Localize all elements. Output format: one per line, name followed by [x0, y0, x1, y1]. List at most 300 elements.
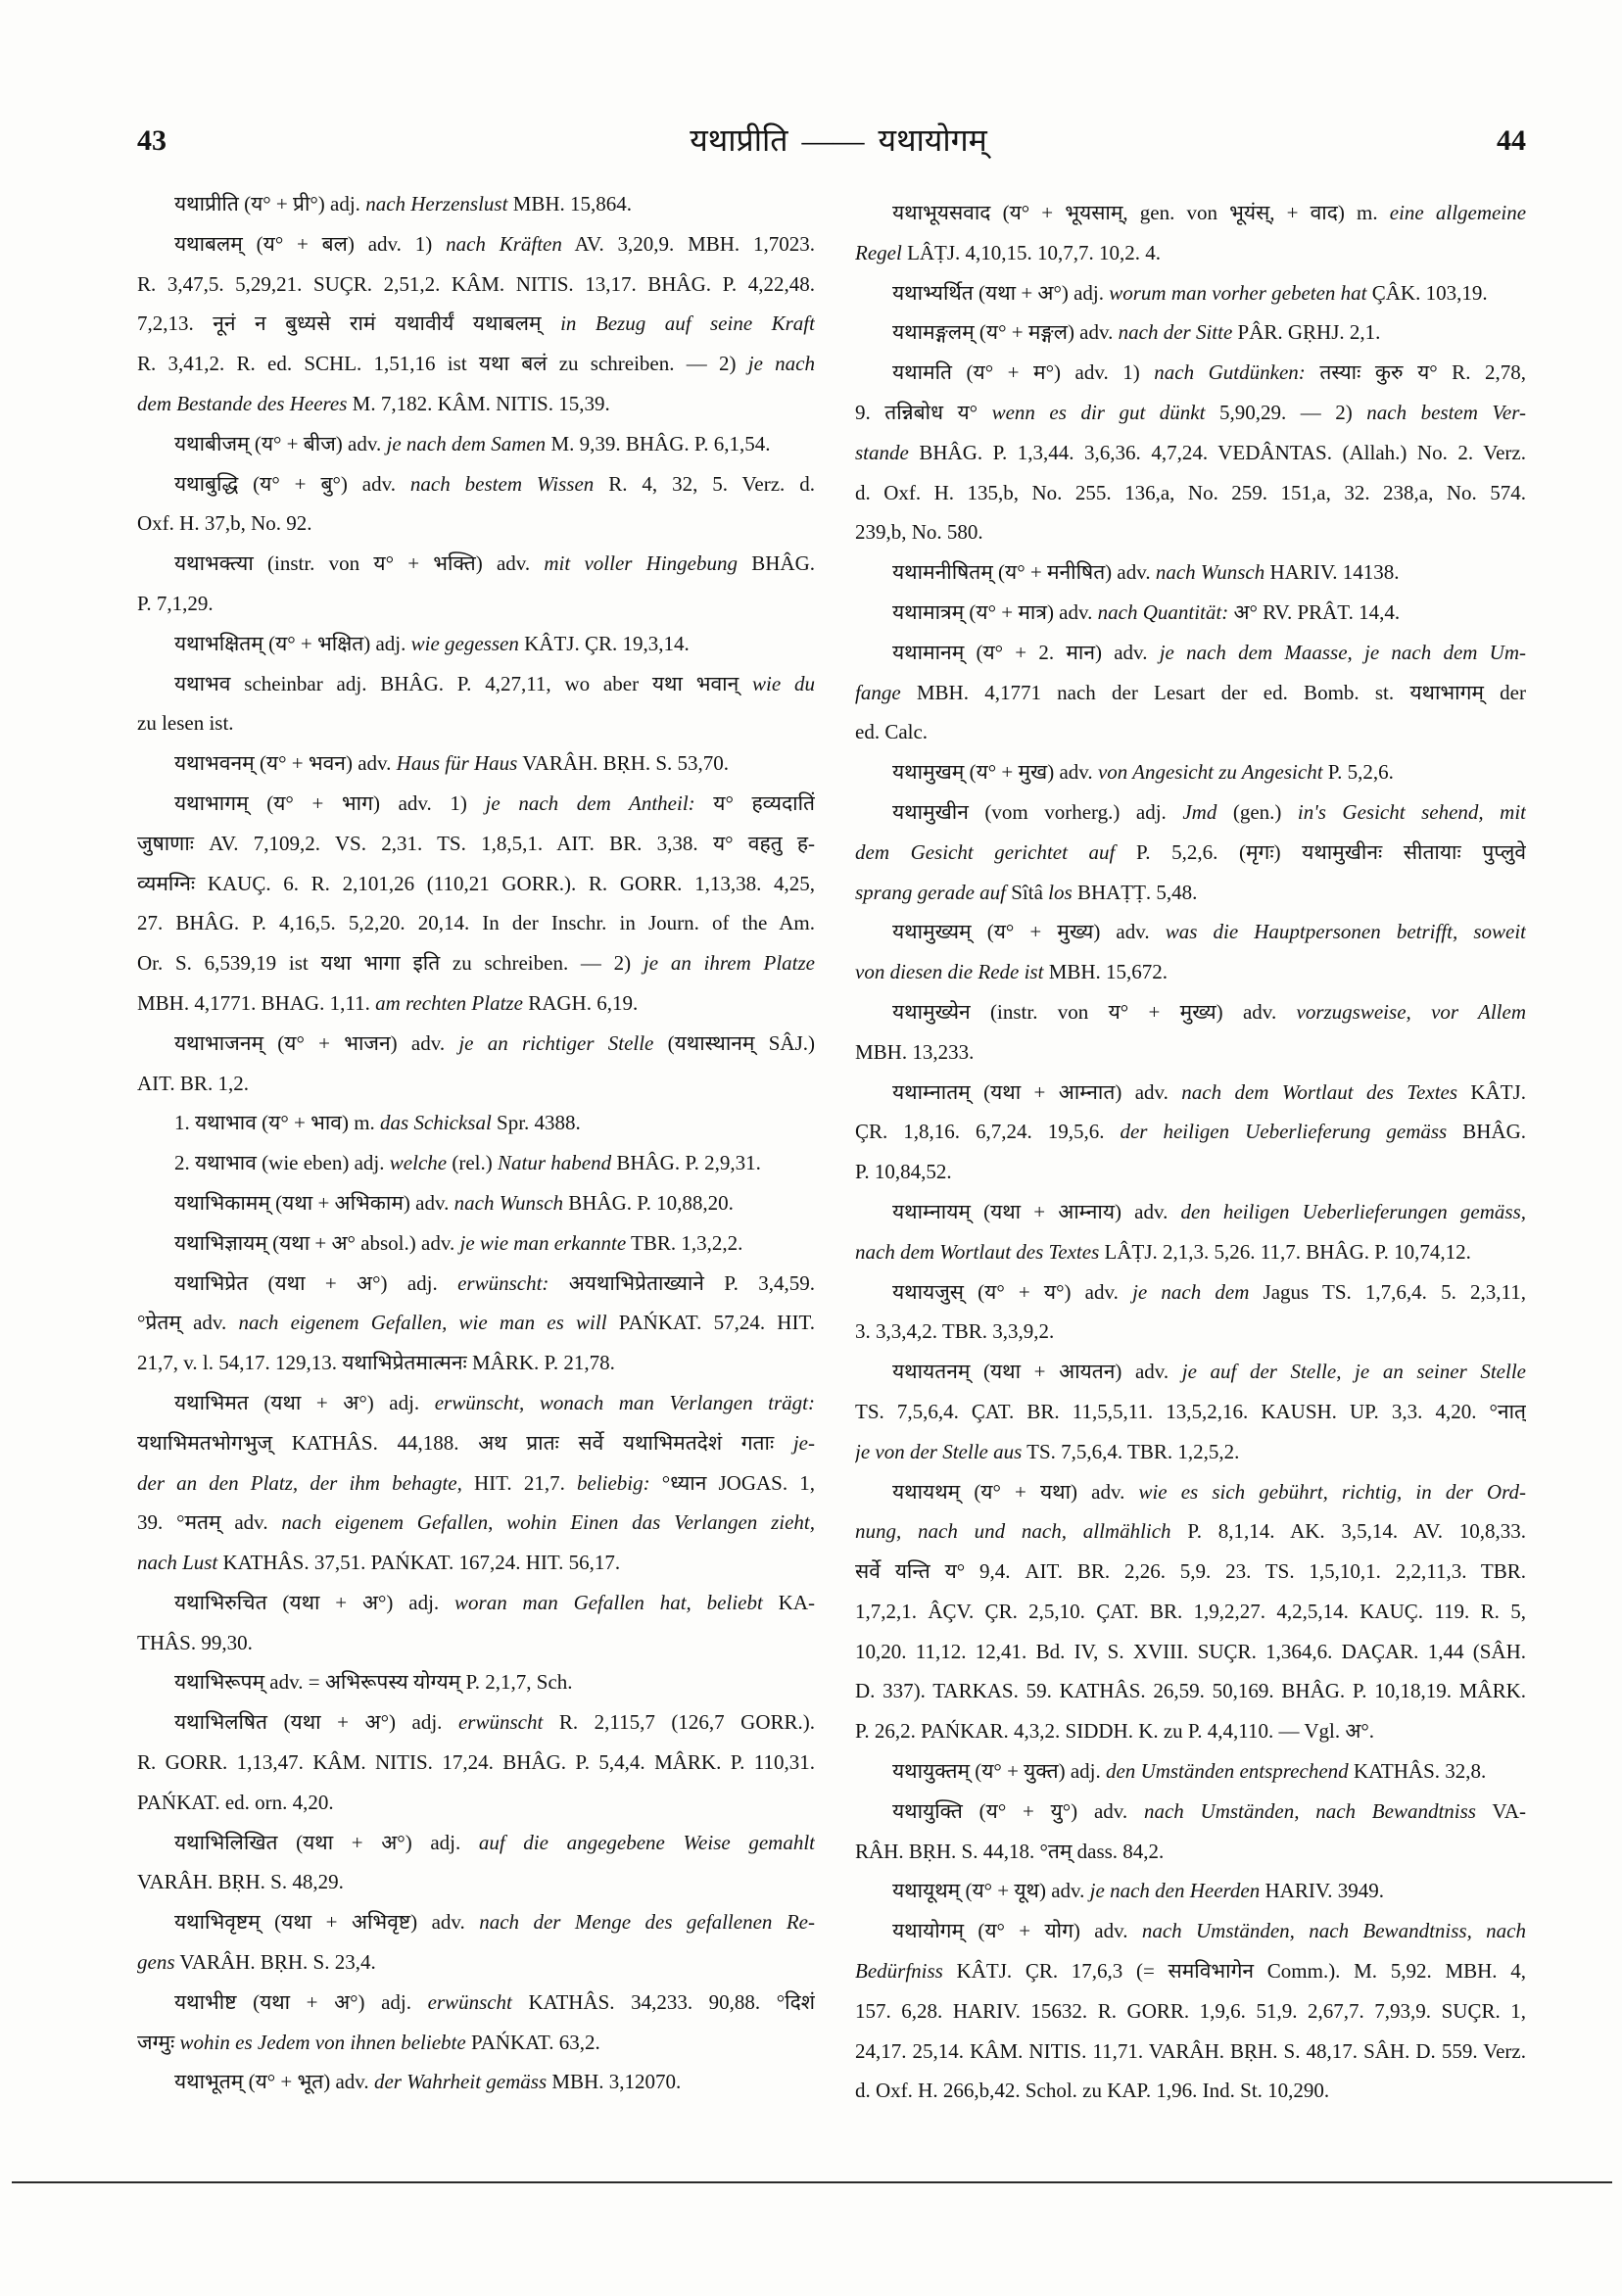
entry-line — [855, 712, 1526, 752]
german-gloss: auf die angegebene Weise gemahlt — [478, 1830, 815, 1854]
entry-line — [137, 464, 815, 504]
german-gloss: je wie man erkannte — [459, 1230, 627, 1255]
german-gloss: je nach dem Maasse, je nach dem Um- — [1159, 640, 1526, 664]
entry-text: 7,2,13. नूनं न बुध्यसे रामं यथावीर्यं यथाबलम् — [137, 311, 561, 336]
german-gloss: nach dem Wortlaut des Textes — [855, 1239, 1100, 1264]
entry-text: यथाभव scheinbar adj. BHÂG. P. 4,27,11, wo aber यथा भवान् — [174, 671, 753, 695]
german-gloss: vorzugsweise, vor Allem — [1296, 999, 1526, 1024]
entry-text: VA- — [1475, 1798, 1526, 1823]
entry-line — [137, 1103, 815, 1143]
entry-line — [855, 312, 1526, 353]
entry-line — [855, 393, 1526, 433]
german-gloss: in's Gesicht sehend, mit — [1297, 799, 1526, 824]
entry-line — [855, 1312, 1526, 1352]
dictionary-entry — [855, 273, 1526, 313]
entry-text: BHÂG. P. 10,88,20. — [563, 1190, 734, 1215]
entry-text: अयथाभिप्रेताख्याने P. 3,4,59. — [549, 1270, 815, 1295]
entry-text: BHAṬṬ. 5,48. — [1072, 880, 1198, 904]
german-gloss: erwünscht: — [457, 1270, 549, 1295]
german-gloss: nach Kräften — [446, 231, 562, 256]
dictionary-entry — [855, 1911, 1526, 2111]
entry-text: यथाभिरुचित (यथा + अ°) adj. — [174, 1590, 455, 1614]
entry-line — [137, 2062, 815, 2102]
dictionary-entry — [855, 312, 1526, 353]
entry-text: ed. Calc. — [855, 720, 929, 744]
entry-line — [855, 1192, 1526, 1232]
entry-line — [855, 273, 1526, 313]
german-gloss: nach Herzenslust — [365, 192, 508, 215]
dictionary-entry — [855, 1792, 1526, 1872]
german-gloss: Haus für Haus — [396, 751, 518, 776]
entry-line — [855, 593, 1526, 633]
entry-text: R. 2,115,7 (126,7 GORR.). — [543, 1710, 815, 1735]
entry-text: KATHÂS. 34,233. 90,88. °दिशं — [511, 1989, 815, 2014]
dictionary-entry — [137, 1143, 815, 1183]
entry-text: PAŃKAT. 57,24. HIT. — [606, 1311, 815, 1335]
entry-text: P. 10,84,52. — [855, 1160, 952, 1184]
entry-text: 1,7,2,1. ÂÇV. ÇR. 2,5,10. ÇAT. BR. 1,9,2,27. 4,2,5,14. KAUÇ. 119. R. 5, — [855, 1599, 1526, 1623]
entry-text: यथाबीजम् (य° + बीज) adv. — [174, 431, 387, 455]
entry-text: 1. यथाभाव (य° + भाव) m. — [174, 1111, 381, 1135]
dictionary-entry — [137, 424, 815, 464]
german-gloss: je nach dem Antheil: — [485, 790, 695, 815]
entry-text: यथाभिलषित (यथा + अ°) adj. — [174, 1710, 458, 1735]
german-gloss: los — [1048, 880, 1073, 904]
entry-text: यथाभिलिखित (यथा + अ°) adj. — [174, 1830, 479, 1854]
entry-text: (rel.) — [447, 1151, 498, 1175]
german-gloss: nach bestem Ver- — [1366, 400, 1526, 424]
entry-text: MBH. 15,864. — [507, 192, 633, 215]
german-gloss: nach Umständen, nach Bewandtniss, nach — [1141, 1919, 1526, 1943]
german-gloss: Natur habend — [497, 1151, 612, 1175]
entry-text: यथाभिकामम् (यथा + अभिकाम) adv. — [174, 1190, 454, 1215]
german-gloss: von Angesicht zu Angesicht — [1097, 760, 1323, 785]
dictionary-entry — [855, 1073, 1526, 1192]
entry-line — [137, 1064, 815, 1104]
entry-line — [137, 1702, 815, 1743]
entry-line — [137, 784, 815, 824]
entry-text: 157. 6,28. HARIV. 15632. R. GORR. 1,9,6. 51,9. 2,67,7. 7,93,9. SUÇR. 1, — [855, 1998, 1526, 2023]
entry-line — [855, 1751, 1526, 1792]
entry-line — [137, 1862, 815, 1902]
entry-line — [855, 1272, 1526, 1313]
german-gloss: je von der Stelle aus — [855, 1439, 1023, 1463]
running-head-dash: —— — [801, 122, 865, 158]
entry-line — [137, 1503, 815, 1543]
dictionary-entry — [855, 593, 1526, 633]
entry-line — [855, 1792, 1526, 1832]
german-gloss: nach Wunsch — [453, 1190, 564, 1215]
entry-line — [855, 552, 1526, 593]
german-gloss: sprang gerade auf — [855, 880, 1006, 904]
entry-line — [137, 264, 815, 305]
entry-text: 21,7, v. l. 54,17. 129,13. यथाभिप्रेतमात्मनः MÂRK. P. 21,78. — [137, 1351, 615, 1375]
entry-line — [855, 673, 1526, 713]
german-gloss: am rechten Platze — [375, 990, 523, 1015]
entry-text: °प्रेतम् adv. — [137, 1311, 239, 1335]
entry-text: य° हव्यदातिं — [694, 790, 815, 815]
entry-line — [855, 952, 1526, 992]
entry-line — [855, 1112, 1526, 1152]
entry-text: M. 7,182. KÂM. NITIS. 15,39. — [347, 391, 610, 415]
german-gloss: je an ihrem Platze — [643, 951, 815, 976]
entry-text: 3. 3,3,4,2. TBR. 3,3,9,2. — [855, 1319, 1055, 1344]
german-gloss: nach der Sitte — [1118, 320, 1233, 345]
entry-line — [137, 1583, 815, 1623]
german-gloss: von diesen die Rede ist — [855, 960, 1044, 984]
entry-line — [855, 1232, 1526, 1272]
german-gloss: nach dem Wortlaut des Textes — [1181, 1079, 1458, 1104]
german-gloss: erwünscht — [427, 1989, 512, 2014]
entry-text: व्यमग्निः KAUÇ. 6. R. 2,101,26 (110,21 GORR.). R. GORR. 1,13,38. 4,25, — [137, 871, 815, 895]
entry-line — [855, 2032, 1526, 2072]
entry-line — [137, 1024, 815, 1064]
entry-line — [855, 1951, 1526, 1991]
entry-text: BHÂG. P. 1,3,44. 3,6,36. 4,7,24. VEDÂNTAS. (Allah.) No. 2. Verz. — [908, 440, 1526, 464]
entry-line — [855, 193, 1526, 233]
german-gloss: woran man Gefallen hat, beliebt — [454, 1590, 763, 1614]
entry-text: ÇÂK. 103,19. — [1366, 280, 1488, 305]
entry-text: यथामति (य° + म°) adv. 1) — [892, 360, 1155, 385]
entry-line — [855, 1592, 1526, 1632]
entry-line — [855, 633, 1526, 673]
entry-line — [855, 752, 1526, 792]
entry-line — [137, 384, 815, 424]
german-gloss: je an richtiger Stelle — [458, 1030, 654, 1055]
entry-text: यथाभिमतभोगभुज् KATHÂS. 44,188. अथ प्रातः सर्वे यथाभिमतदेशं गताः — [137, 1430, 793, 1455]
dictionary-entry — [137, 1662, 815, 1702]
entry-line — [137, 503, 815, 544]
entry-line — [137, 2023, 815, 2063]
dictionary-entry — [855, 992, 1526, 1073]
entry-line — [855, 1711, 1526, 1751]
entry-text: d. Oxf. H. 266,b,42. Schol. zu KAP. 1,96. Ind. St. 10,290. — [855, 2079, 1330, 2103]
entry-text: VARÂH. BṚH. S. 53,70. — [517, 751, 730, 776]
bottom-rule — [12, 2181, 1612, 2183]
entry-text: 5,90,29. — 2) — [1205, 400, 1367, 424]
entry-text: यथामुखीन (vom vorherg.) adj. — [892, 799, 1183, 824]
dictionary-entry — [855, 792, 1526, 912]
entry-text: 24,17. 25,14. KÂM. NITIS. 11,71. VARÂH. BṚH. S. 48,17. SÂH. D. 559. Verz. — [855, 2038, 1526, 2063]
entry-line — [137, 1623, 815, 1663]
german-gloss: fange — [855, 680, 901, 704]
german-gloss: wohin es Jedem von ihnen beliebte — [179, 2030, 466, 2054]
dictionary-entry — [855, 1272, 1526, 1353]
german-gloss: wie es sich gebührt, richtig, in der Ord- — [1138, 1479, 1526, 1504]
entry-line — [855, 1073, 1526, 1113]
entry-line — [855, 1632, 1526, 1672]
entry-text: यथाभागम् (य° + भाग) adv. 1) — [174, 790, 486, 815]
entry-text: यथामानम् (य° + 2. मान) adv. — [892, 640, 1160, 664]
entry-line — [137, 1143, 815, 1183]
entry-text: यथाम्नायम् (यथा + आम्नाय) adv. — [892, 1199, 1181, 1223]
entry-text: TS. 7,5,6,4. ÇAT. BR. 11,5,5,11. 13,5,2,16. KAUSH. UP. 3,3. 4,20. °नात् — [855, 1399, 1526, 1423]
dictionary-entry — [855, 633, 1526, 752]
entry-line — [855, 1432, 1526, 1472]
entry-text: यथाप्रीति (य° + प्री°) adj. — [174, 192, 366, 215]
entry-text: R. 4, 32, 5. Verz. d. — [594, 471, 815, 496]
entry-line — [137, 1183, 815, 1223]
entry-line — [137, 304, 815, 344]
german-gloss: eine allgemeine — [1389, 201, 1526, 224]
german-gloss: erwünscht — [457, 1710, 544, 1735]
entry-text: यथामुख्यम् (य° + मुख्य) adv. — [892, 920, 1166, 944]
dictionary-entry — [855, 552, 1526, 593]
entry-text: VARÂH. BṚH. S. 48,29. — [137, 1870, 344, 1894]
entry-line — [137, 424, 815, 464]
entry-text: तस्याः कुरु य° R. 2,78, — [1305, 360, 1526, 385]
entry-text: MBH. 13,233. — [855, 1039, 975, 1064]
entry-line — [137, 1303, 815, 1343]
german-gloss: stande — [855, 440, 909, 464]
entry-line — [855, 1152, 1526, 1192]
running-head — [615, 119, 1062, 162]
entry-line — [137, 1543, 815, 1583]
german-gloss: je nach — [747, 352, 815, 376]
entry-line — [137, 703, 815, 743]
dictionary-entry — [137, 1024, 815, 1104]
german-gloss: je nach den Heerden — [1089, 1879, 1261, 1903]
entry-text: TBR. 1,3,2,2. — [626, 1230, 743, 1255]
entry-line — [137, 1823, 815, 1863]
entry-line — [137, 624, 815, 664]
entry-text: AIT. BR. 1,2. — [137, 1071, 249, 1095]
entry-line — [137, 544, 815, 584]
entry-line — [855, 1392, 1526, 1432]
entry-text: BHÂG. P. 2,9,31. — [611, 1151, 761, 1175]
entry-line — [137, 864, 815, 904]
dictionary-entry — [855, 1352, 1526, 1471]
entry-text: MBH. 15,672. — [1043, 960, 1169, 984]
entry-text: Spr. 4388. — [491, 1111, 581, 1135]
german-gloss: dem Gesicht gerichtet auf — [855, 839, 1116, 864]
entry-line — [137, 584, 815, 624]
entry-text: VARÂH. BṚH. S. 23,4. — [174, 1950, 376, 1975]
entry-line — [137, 983, 815, 1024]
german-gloss: der an den Platz, der ihm behagte, — [137, 1470, 462, 1495]
dictionary-entry — [855, 1192, 1526, 1272]
entry-line — [855, 992, 1526, 1032]
entry-line — [855, 873, 1526, 913]
dictionary-entry — [137, 224, 815, 424]
entry-text: THÂS. 99,30. — [137, 1630, 253, 1654]
entry-text: Jagus TS. 1,7,6,4. 5. 2,3,11, — [1249, 1279, 1526, 1304]
dictionary-entry — [137, 784, 815, 1024]
entry-text: KATHÂS. 32,8. — [1348, 1759, 1487, 1784]
german-gloss: nach Gutdünken: — [1154, 360, 1306, 385]
entry-text: यथाभूयसवाद (य° + भूयसाम्, gen. von भूयंस्, + वाद) m. — [892, 201, 1390, 224]
entry-line — [855, 433, 1526, 473]
entry-text: °ध्यान JOGAS. 1, — [649, 1470, 815, 1495]
german-gloss: nach Wunsch — [1155, 560, 1265, 585]
entry-line — [855, 1911, 1526, 1951]
entry-line — [137, 1983, 815, 2023]
entry-line — [855, 2071, 1526, 2111]
entry-line — [855, 1991, 1526, 2032]
german-gloss: Jmd — [1182, 799, 1217, 824]
running-head-last-word: यथायोगम् — [878, 122, 987, 158]
entry-line — [855, 473, 1526, 513]
entry-text: अ° RV. PRÂT. 14,4. — [1228, 599, 1401, 624]
entry-text: यथायथम् (य° + यथा) adv. — [892, 1479, 1139, 1504]
entry-text: MBH. 3,12070. — [547, 2070, 682, 2094]
entry-text: यथामात्रम् (य° + मात्र) adv. — [892, 599, 1098, 624]
entry-line — [855, 1832, 1526, 1872]
entry-line — [137, 224, 815, 264]
german-gloss: was die Hauptpersonen betrifft, soweit — [1165, 920, 1526, 944]
german-gloss: nach der Menge des gefallenen Re- — [479, 1910, 815, 1935]
dictionary-entry — [137, 1902, 815, 1983]
dictionary-entry — [137, 184, 815, 224]
entry-line — [137, 1662, 815, 1702]
entry-text: सर्वे यन्ति य° 9,4. AIT. BR. 2,26. 5,9. 23. TS. 1,5,10,1. 2,2,11,3. TBR. — [855, 1559, 1526, 1584]
entry-text: जुषाणाः AV. 7,109,2. VS. 2,31. TS. 1,8,5,1. AIT. BR. 3,38. य° वहतु ह- — [137, 831, 815, 855]
dictionary-entry — [855, 353, 1526, 552]
entry-text: यथाभिज्ञायम् (यथा + अ° absol.) adv. — [174, 1230, 460, 1255]
entry-line — [137, 1383, 815, 1423]
entry-text: BHÂG. — [738, 551, 815, 576]
entry-text: यथामनीषितम् (य° + मनीषित) adv. — [892, 560, 1156, 585]
entry-line — [137, 1343, 815, 1383]
entry-text: 10,20. 11,12. 12,41. Bd. IV, S. XVIII. SUÇR. 1,364,6. DAÇAR. 1,44 (SÂH. — [855, 1639, 1526, 1663]
entry-text: यथाभक्षितम् (य° + भक्षित) adj. — [174, 631, 411, 655]
entry-line — [855, 512, 1526, 552]
german-gloss: wie du — [752, 671, 815, 695]
entry-text: यथाबलम् (य° + बल) adv. 1) — [174, 231, 447, 256]
entry-line — [855, 1352, 1526, 1392]
entry-text: KÂTJ. — [1457, 1079, 1526, 1104]
entry-text: (gen.) — [1216, 799, 1298, 824]
entry-text: HARIV. 14138. — [1264, 560, 1400, 585]
entry-line — [137, 1264, 815, 1304]
german-gloss: worum man vorher gebeten hat — [1109, 280, 1367, 305]
entry-text: PAŃKAT. 63,2. — [465, 2030, 600, 2054]
entry-line — [137, 184, 815, 224]
entry-text: यथायूथम् (य° + यूथ) adv. — [892, 1879, 1090, 1903]
german-gloss: nach bestem Wissen — [409, 471, 595, 496]
entry-line — [137, 1902, 815, 1942]
entry-text: M. 9,39. BHÂG. P. 6,1,54. — [546, 431, 771, 455]
german-gloss: nach eigenem Gefallen, wie man es will — [238, 1311, 607, 1335]
entry-text: P. 7,1,29. — [137, 591, 214, 615]
entry-text: यथायोगम् (य° + योग) adv. — [892, 1919, 1142, 1943]
german-gloss: in Bezug auf seine Kraft — [560, 311, 815, 336]
entry-text: यथाभिप्रेत (यथा + अ°) adj. — [174, 1270, 458, 1295]
entry-line — [137, 1463, 815, 1504]
entry-text: यथायजुस् (य° + य°) adv. — [892, 1279, 1133, 1304]
entry-line — [855, 1032, 1526, 1073]
entry-line — [855, 792, 1526, 833]
entry-text: Oxf. H. 37,b, No. 92. — [137, 511, 312, 536]
entry-line — [855, 1472, 1526, 1512]
entry-text: Or. S. 6,539,19 ist यथा भागा इति zu schreiben. — 2) — [137, 951, 644, 976]
entry-text: BHÂG. — [1447, 1120, 1526, 1144]
dictionary-entry — [855, 193, 1526, 273]
german-gloss: wenn es dir gut dünkt — [991, 400, 1206, 424]
dictionary-entry — [137, 1983, 815, 2063]
entry-line — [137, 1423, 815, 1463]
entry-line — [137, 1743, 815, 1783]
german-gloss: den heiligen Ueberlieferungen gemäss, — [1180, 1199, 1526, 1223]
german-gloss: wie gegessen — [410, 631, 519, 655]
entry-line — [855, 1671, 1526, 1711]
entry-text: यथामङ्गलम् (य° + मङ्गल) adv. — [892, 320, 1119, 345]
entry-text: D. 337). TARKAS. 59. KATHÂS. 26,59. 50,169. BHÂG. P. 10,18,19. MÂRK. — [855, 1679, 1526, 1703]
entry-line — [137, 664, 815, 704]
entry-text: 39. °मतम् adv. — [137, 1510, 282, 1535]
german-gloss: Regel — [855, 240, 902, 264]
german-gloss: nach eigenem Gefallen, wohin Einen das Verlangen zieht, — [281, 1510, 815, 1535]
dictionary-entry — [137, 544, 815, 624]
entry-text: यथामुख्येन (instr. von य° + मुख्य) adv. — [892, 999, 1297, 1024]
entry-text: PÂR. GṚHJ. 2,1. — [1232, 320, 1381, 345]
entry-line — [137, 344, 815, 384]
german-gloss: welche — [389, 1151, 448, 1175]
german-gloss: nach Lust — [137, 1551, 218, 1575]
entry-line — [855, 1552, 1526, 1592]
entry-text: (यथास्थानम् SÂJ.) — [653, 1030, 815, 1055]
dictionary-entry — [855, 1871, 1526, 1911]
entry-text: यथाभ्यर्थित (यथा + अ°) adj. — [892, 280, 1110, 305]
entry-line — [137, 1223, 815, 1264]
german-gloss: mit voller Hingebung — [544, 551, 739, 576]
entry-text: HARIV. 3949. — [1260, 1879, 1385, 1903]
german-gloss: Bedürfniss — [855, 1959, 943, 1984]
german-gloss: je nach dem Samen — [386, 431, 547, 455]
dictionary-entry — [855, 912, 1526, 992]
entry-text: यथाबुद्धि (य° + बु°) adv. — [174, 471, 410, 496]
german-gloss: dem Bestande des Heeres — [137, 391, 348, 415]
german-gloss: nung, nach und nach, allmählich — [855, 1519, 1171, 1544]
entry-text: यथाभवनम् (य° + भवन) adv. — [174, 751, 397, 776]
entry-line — [855, 1871, 1526, 1911]
dictionary-entry — [137, 464, 815, 545]
entry-text: KÂTJ. ÇR. 19,3,14. — [518, 631, 690, 655]
entry-text: 9. तन्निबोध य° — [855, 400, 992, 424]
entry-text: RAGH. 6,19. — [522, 990, 639, 1015]
entry-text: यथाभिमत (यथा + अ°) adj. — [174, 1390, 435, 1414]
entry-text: KATHÂS. 37,51. PAŃKAT. 167,24. HIT. 56,17. — [217, 1551, 621, 1575]
page-number-left: 43 — [137, 124, 167, 157]
entry-text: Sîtâ — [1006, 880, 1049, 904]
entry-text: KÂTJ. ÇR. 17,6,3 (= समविभागेन Comm.). M. 5,92. MBH. 4, — [942, 1959, 1526, 1984]
german-gloss: erwünscht, wonach man Verlangen trägt: — [434, 1390, 815, 1414]
entry-text: यथाभिरूपम् adv. = अभिरूपस्य योग्यम् P. 2,1,7, Sch. — [174, 1670, 573, 1695]
entry-line — [855, 1511, 1526, 1552]
entry-line — [855, 233, 1526, 273]
right-column — [855, 193, 1526, 2111]
german-gloss: nach Umständen, nach Bewandtniss — [1143, 1798, 1476, 1823]
dictionary-entry — [137, 1383, 815, 1583]
entry-line — [137, 824, 815, 864]
entry-text: यथाम्नातम् (यथा + आम्नात) adv. — [892, 1079, 1182, 1104]
entry-text: KA- — [762, 1590, 815, 1614]
entry-text: HIT. 21,7. — [461, 1470, 577, 1495]
left-column — [137, 184, 815, 2102]
entry-text: जग्मुः — [137, 2030, 180, 2054]
running-head-first-word: यथाप्रीति — [690, 122, 788, 158]
dictionary-entry — [137, 1823, 815, 1903]
entry-text: यथायुक्ति (य° + यु°) adv. — [892, 1798, 1144, 1823]
entry-text: ÇR. 1,8,16. 6,7,24. 19,5,6. — [855, 1120, 1121, 1144]
entry-text: R. GORR. 1,13,47. KÂM. NITIS. 17,24. BHÂG. P. 5,4,4. MÂRK. P. 110,31. — [137, 1750, 815, 1775]
entry-line — [137, 903, 815, 943]
dictionary-entry — [855, 1751, 1526, 1792]
entry-text: LÂṬJ. 2,1,3. 5,26. 11,7. BHÂG. P. 10,74,12. — [1099, 1239, 1471, 1264]
entry-text: P. 26,2. PAŃKAR. 4,3,2. SIDDH. K. zu P. 4,4,110. — Vgl. अ°. — [855, 1719, 1375, 1744]
entry-text: 27. BHÂG. P. 4,16,5. 5,2,20. 20,14. In der Inschr. in Journ. of the Am. — [137, 911, 815, 935]
german-gloss: je- — [792, 1430, 815, 1455]
